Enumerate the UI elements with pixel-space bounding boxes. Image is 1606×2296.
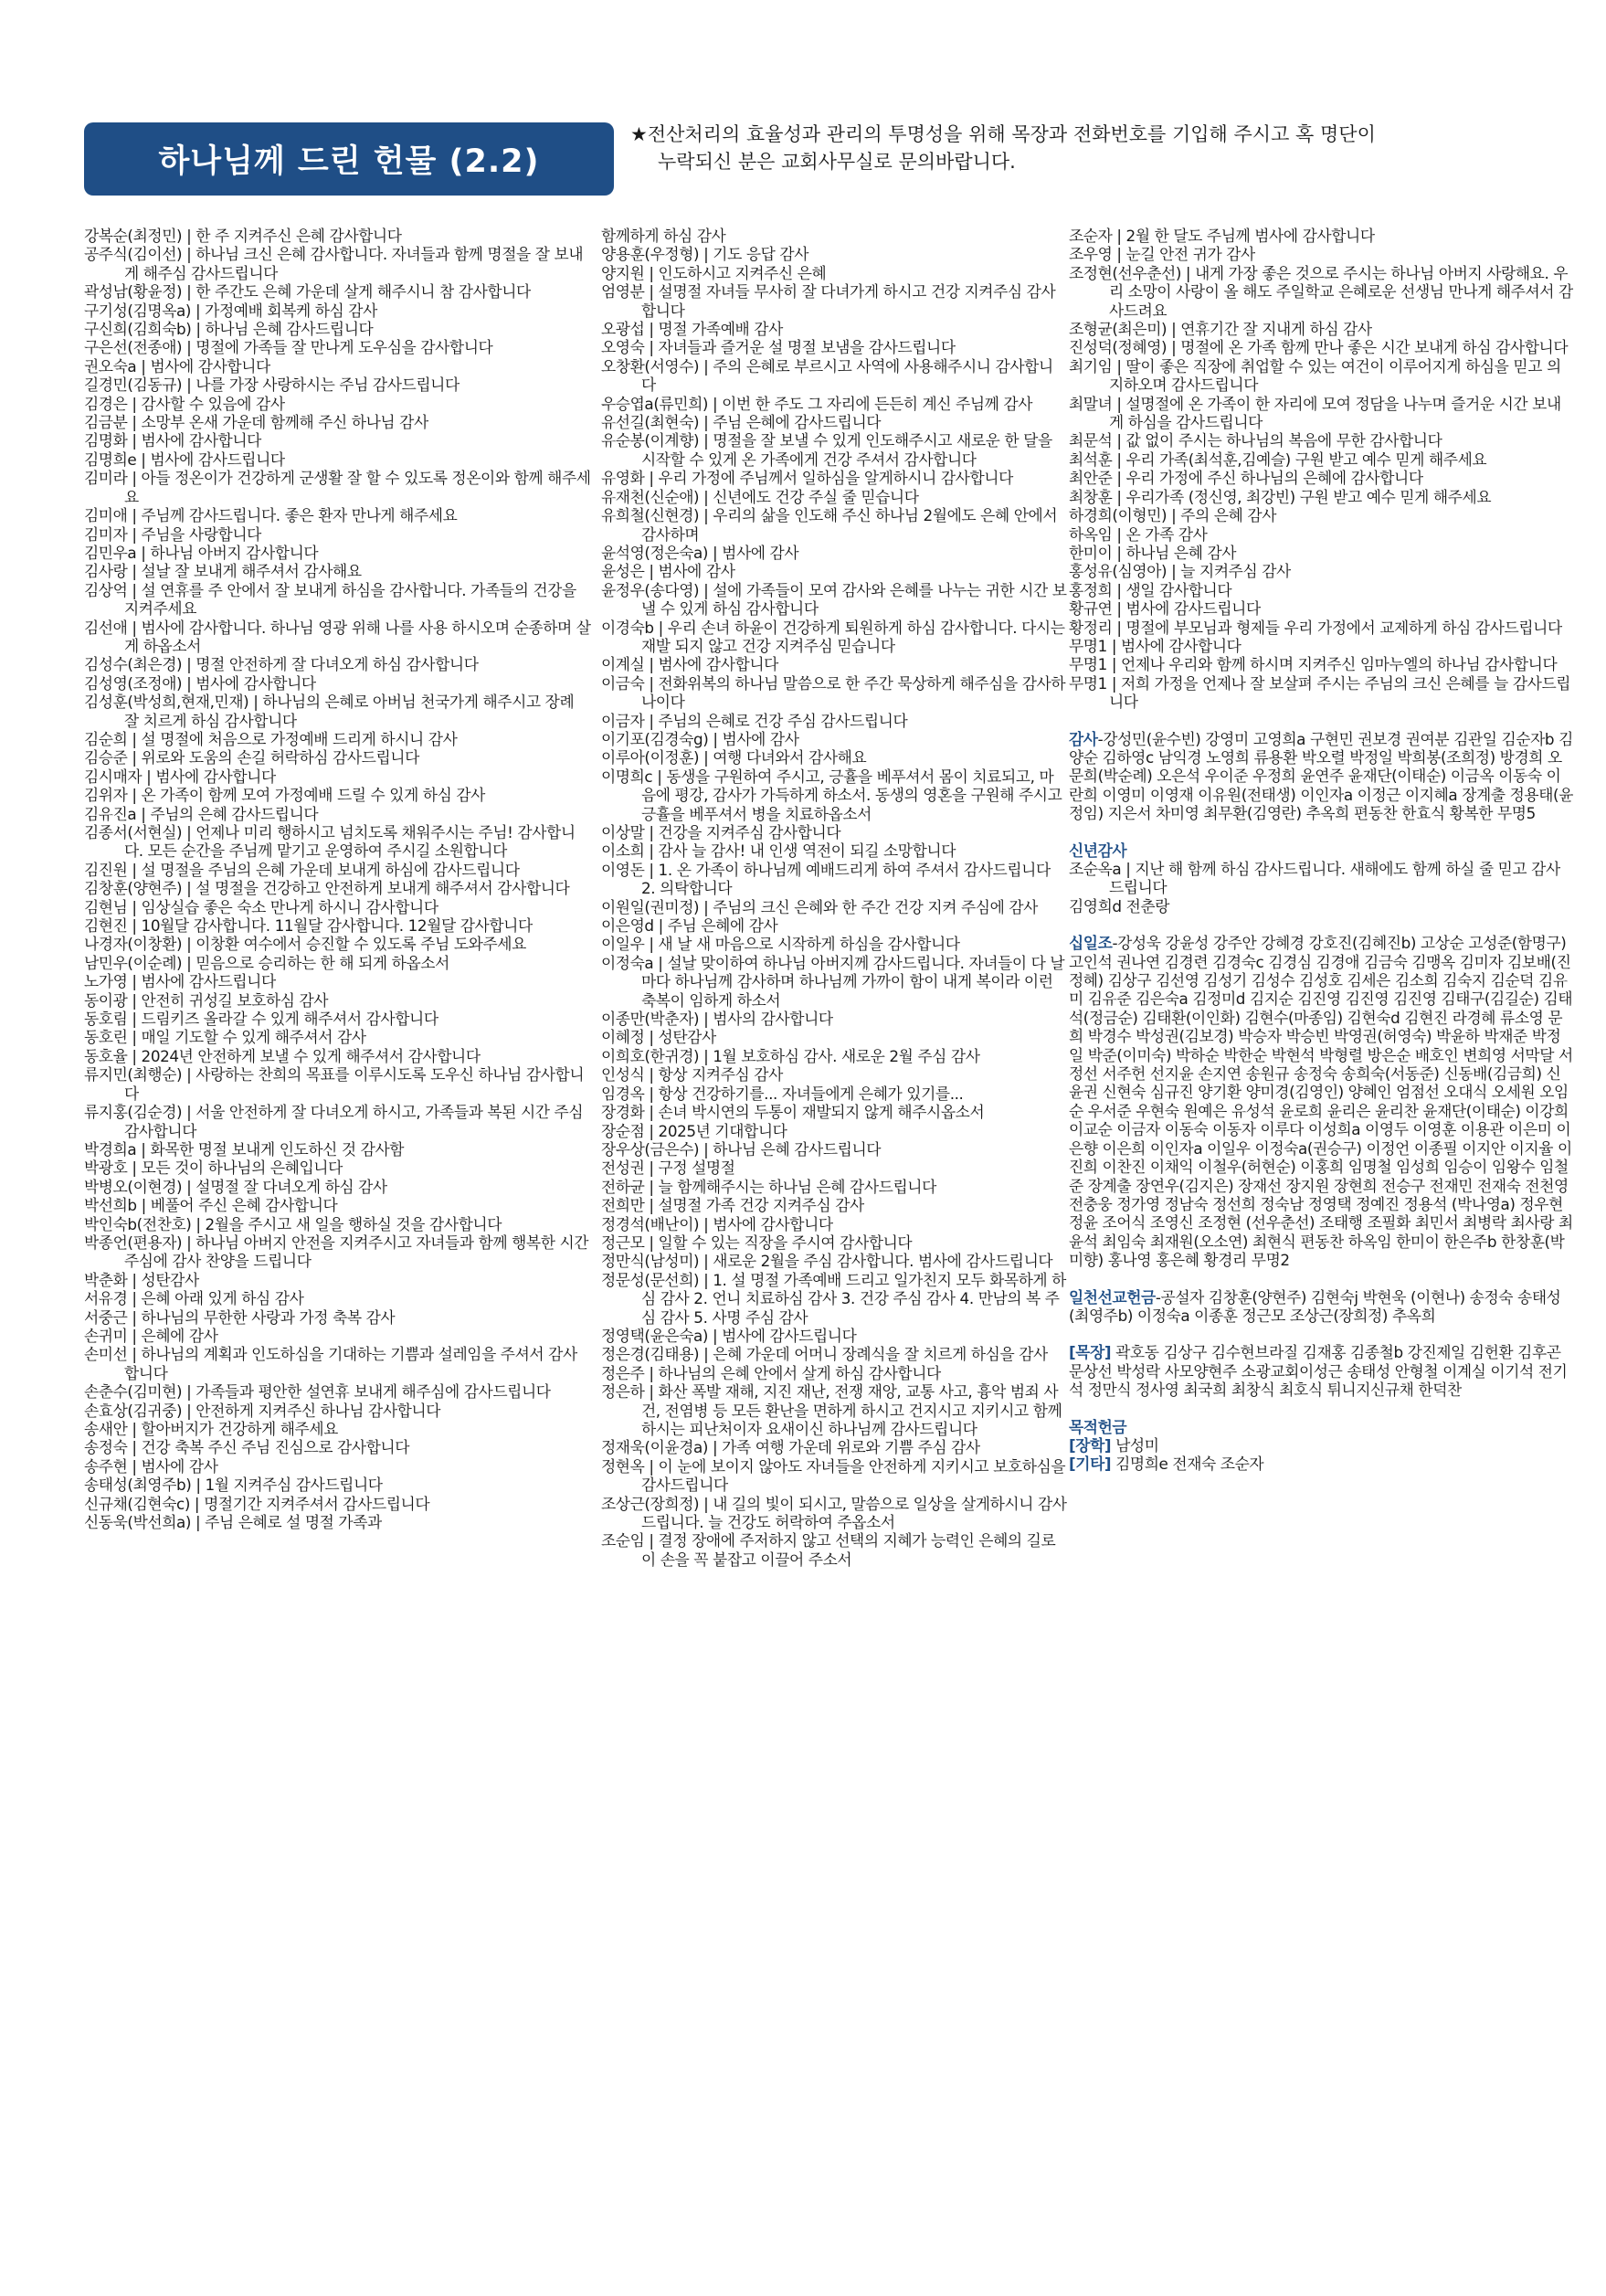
offering-entry: 최창훈 | 우리가족 (정신영, 최강빈) 구원 받고 예수 믿게 해주세요 — [1069, 487, 1492, 506]
offering-entry: 신동욱(박선희a) | 주님 은혜로 설 명절 가족과 — [84, 1513, 382, 1532]
scholarship-label: [장학] — [1069, 1435, 1112, 1455]
offering-entry: 하옥임 | 온 가족 감사 — [1069, 524, 1208, 544]
offering-entry: 양용훈(우정형) | 기도 응답 감사 — [601, 245, 809, 264]
offering-entry: 이상말 | 건강을 지켜주심 감사합니다 — [601, 823, 841, 841]
offering-entry: 남민우(이순례) | 믿음으로 승리하는 한 해 되게 하옵소서 — [84, 953, 449, 972]
offering-entry: 동호린 | 매일 기도할 수 있게 해주셔서 감사 — [84, 1028, 366, 1047]
offering-entry: 정문성(문선희) | 1. 설 명절 가족예배 드리고 일가친지 모두 화목하게 하심 감사 2. 언니 치료하심 감사 3. 건강 주심 감사 4. 만남의 복 주심 감사 5. 사명 주심 감사 — [601, 1270, 1066, 1327]
offering-entry: 윤석영(정은숙a) | 범사에 감사 — [601, 543, 799, 562]
offering-entry: 조우영 | 눈길 안전 귀가 감사 — [1069, 245, 1255, 264]
tithe-label: 십일조 — [1069, 934, 1113, 953]
offering-entry: 유선길(최현숙) | 주님 은혜에 감사드립니다 — [601, 413, 882, 432]
offering-entry: 김성훈(박성희,현재,민재) | 하나님의 은혜로 아버님 천국가게 해주시고 장례 잘 치르게 하심 감사합니다 — [84, 693, 575, 730]
offering-entry: 송정숙 | 건강 축복 주신 주님 진심으로 감사합니다 — [84, 1438, 410, 1457]
offering-entry: 정재욱(이윤경a) | 가족 여행 가운데 위로와 기쁨 주심 감사 — [601, 1438, 980, 1457]
offering-entry: 노가영 | 범사에 감사드립니다 — [84, 972, 276, 991]
offering-entry: 서유경 | 은혜 아래 있게 하심 감사 — [84, 1289, 304, 1308]
other-label: [기타] — [1069, 1455, 1112, 1474]
offering-entry: 임경옥 | 항상 건강하기를... 자녀들에게 은혜가 있기를... — [601, 1084, 964, 1103]
offering-entry: 김성수(최은경) | 명절 안전하게 잘 다녀오게 하심 감사합니다 — [84, 655, 479, 674]
offering-entry: 손귀미 | 은혜에 감사 — [84, 1326, 218, 1345]
offering-entry: 동호림 | 드림키즈 올라갈 수 있게 해주셔서 감사합니다 — [84, 1010, 438, 1029]
offering-entry: 박선희b | 베풀어 주신 은혜 감사합니다 — [84, 1196, 338, 1215]
notice — [630, 121, 1562, 175]
offering-entry: 황규연 | 범사에 감사드립니다 — [1069, 599, 1261, 619]
offering-entry: 구신희(김희숙b) | 하나님 은혜 감사드립니다 — [84, 320, 374, 339]
offering-entry: 이영돈 | 1. 온 가족이 하나님께 예배드리게 하여 주셔서 감사드립니다 2. 의탁합니다 — [601, 860, 1051, 898]
missions-section — [1069, 1288, 1573, 1326]
offering-entry: 김명희e | 범사에 감사드립니다 — [84, 450, 285, 469]
offering-entry: 최안준 | 우리 가정에 주신 하나님의 은혜에 감사합니다 — [1069, 469, 1423, 488]
offering-entry: 윤정우(송다영) | 설에 가족들이 모여 감사와 은혜를 나누는 귀한 시간 보낼 수 있게 하심 감사합니다 — [601, 580, 1067, 619]
offering-entry: 구은선(전종애) | 명절에 가족들 잘 만나게 도우심을 감사합니다 — [84, 338, 493, 357]
scholarship-names: 남성미 — [1115, 1435, 1159, 1455]
offering-entry: 이은영d | 주님 은혜에 감사 — [601, 916, 778, 936]
offering-entry: 이금자 | 주님의 은혜로 건강 주심 감사드립니다 — [601, 711, 908, 730]
newyear-section — [1069, 841, 1573, 916]
offering-entry: 전하균 | 늘 함께해주시는 하나님 은혜 감사드립니다 — [601, 1177, 936, 1196]
offering-entry: 김종서(서현실) | 언제나 미리 행하시고 넘치도록 채워주시는 주님! 감사합니다. 모든 순간을 주님께 맡기고 운영하여 주시길 소원합니다 — [84, 823, 576, 861]
offering-entry: 손미선 | 하나님의 계획과 인도하심을 기대하는 기쁨과 설레임을 주셔서 감사합니다 — [84, 1345, 577, 1382]
offering-entry: 하경희(이형민) | 주의 은혜 감사 — [1069, 506, 1277, 525]
offering-entry: 김경은 | 감사할 수 있음에 감사 — [84, 394, 285, 413]
notice-line-2: 누락되신 분은 교회사무실로 문의바랍니다. — [658, 151, 1016, 173]
offering-entry: 김승준 | 위로와 도움의 손길 허락하심 감사드립니다 — [84, 748, 419, 767]
offering-entry: 인성식 | 항상 지켜주심 감사 — [601, 1065, 783, 1085]
offering-entry: 이루아(이정훈) | 여행 다녀와서 감사해요 — [601, 748, 867, 767]
offering-entry: 이정숙a | 설날 맞이하여 하나님 아버지께 감사드립니다. 자녀들이 다 날마다 하나님께 감사하며 하나님께 가까이 함이 내게 복이라 이런 축복이 임하게 하소서 — [601, 953, 1065, 1010]
gamsa-section — [1069, 730, 1573, 823]
offering-entry: 최석훈 | 우리 가족(최석훈,김예슬) 구원 받고 예수 믿게 해주세요 — [1069, 450, 1487, 469]
offering-entry: 조순자 | 2월 한 달도 주님께 범사에 감사합니다 — [1069, 227, 1375, 245]
offering-entry: 이명희c | 동생을 구원하여 주시고, 긍휼을 베푸셔서 몸이 치료되고, 마음에 평강, 감사가 가득하게 하소서. 동생의 영혼을 구원해 주시고 긍휼을 베푸셔서 병을 치료하옵소서 — [601, 767, 1062, 823]
mokjang-names: 곽호동 김상구 김수현브라질 김재홍 김종철b 강진제일 김헌환 김후곤 문상선 박성락 사모양현주 소광교회이성근 송태성 안형철 이계실 이기석 전기석 정만식 정사영 최국희 최창식 최호식 튀니지신규채 한덕찬 — [1069, 1343, 1568, 1400]
offering-entry: 김진원 | 설 명절을 주님의 은혜 가운데 보내게 하심에 감사드립니다 — [84, 860, 520, 879]
offering-entry: 곽성남(황윤정) | 한 주간도 은혜 가운데 살게 해주시니 참 감사합니다 — [84, 282, 531, 302]
offering-column-2 — [601, 227, 1067, 1569]
offering-entry: 공주식(김이선) | 하나님 크신 은혜 감사합니다. 자녀들과 함께 명절을 잘 보내게 해주심 감사드립니다 — [84, 245, 584, 282]
offering-entry: 박경희a | 화목한 명절 보내게 인도하신 것 감사함 — [84, 1139, 405, 1159]
mokjang-section — [1069, 1343, 1573, 1399]
newyear-entry: 조순옥a | 지난 해 함께 하심 감사드립니다. 새해에도 함께 하실 줄 믿고 감사드립니다 — [1069, 860, 1560, 897]
offering-entry: 무명1 | 저희 가정을 언제나 잘 보살펴 주시는 주님의 크신 은혜를 늘 감사드립니다 — [1069, 673, 1571, 712]
offering-entry: 김사랑 | 설날 잘 보내게 해주셔서 감사해요 — [84, 562, 362, 581]
offering-entry: 정은경(김태용) | 은혜 가운데 어머니 장례식을 잘 치르게 하심을 감사 — [601, 1345, 1048, 1364]
offering-entry: 오광섭 | 명절 가족예배 감사 — [601, 320, 783, 339]
offering-entry: 김시매자 | 범사에 감사합니다 — [84, 767, 276, 786]
offering-entry: 박춘화 | 성탄감사 — [84, 1270, 199, 1289]
missions-label: 일천선교헌금 — [1069, 1287, 1156, 1307]
offering-entry: 류지민(최행순) | 사랑하는 찬희의 목표를 이루시도록 도우신 하나님 감사합니다 — [84, 1065, 585, 1103]
designated-section — [1069, 1418, 1573, 1474]
offering-entry: 최말녀 | 설명절에 온 가족이 한 자리에 모여 정담을 나누며 즐거운 시간 보내게 하심을 감사드립니다 — [1069, 394, 1561, 432]
offering-entry: 김선애 | 범사에 감사합니다. 하나님 영광 위해 나를 사용 하시오며 순종하며 살게 하옵소서 — [84, 618, 591, 655]
offering-entry: 한미이 | 하나님 은혜 감사 — [1069, 543, 1237, 562]
offering-entry: 박광호 | 모든 것이 하나님의 은혜입니다 — [84, 1159, 343, 1178]
other-line — [1069, 1455, 1573, 1473]
offering-entry: 이일우 | 새 날 새 마음으로 시작하게 하심을 감사합니다 — [601, 935, 960, 954]
offering-entry: 정현옥 | 이 눈에 보이지 않아도 자녀들을 안전하게 지키시고 보호하심을 감사드립니다 — [601, 1456, 1066, 1495]
offering-entry: 김미애 | 주님께 감사드립니다. 좋은 환자 만나게 해주세요 — [84, 506, 458, 525]
offering-entry: 조형균(최은미) | 연휴기간 잘 지내게 하심 감사 — [1069, 320, 1372, 339]
offering-entry: 송새안 | 할아버지가 건강하게 해주세요 — [84, 1420, 338, 1438]
offering-entry: 오영숙 | 자녀들과 즐거운 설 명절 보냄을 감사드립니다 — [601, 338, 956, 357]
offering-entry: 정은하 | 화산 폭발 재해, 지진 재난, 전쟁 재앙, 교통 사고, 흉악 범죄 사건, 전염병 등 모든 환난을 면하게 하시고 건지시고 지키시고 함께 하시는 피난처이자 요새이신 하나님께 감사드립니다 — [601, 1382, 1062, 1438]
offering-entry: 이계실 | 범사에 감사합니다 — [601, 655, 778, 674]
offering-entry: 함께하게 하심 감사 — [601, 227, 726, 245]
offering-entry: 송태성(최영주b) | 1월 지켜주심 감사드립니다 — [84, 1476, 383, 1495]
offering-entry: 이금숙 | 전화위복의 하나님 말씀으로 한 주간 묵상하게 해주심을 감사하나이다 — [601, 673, 1066, 712]
offering-entry: 김위자 | 온 가족이 함께 모여 가정예배 드릴 수 있게 하심 감사 — [84, 786, 485, 805]
tithe-names: -강성욱 강윤성 강주안 강혜경 강호진(김혜진b) 고상순 고성준(함명구) 고인석 권나연 김경련 김경숙c 김경심 김경애 김금숙 김맹옥 김미자 김보배(진정혜) 김상구 김선영 김성기 김성수 김성호 김세은 김소희 김숙지 김순덕 김유미 김유준 김은숙a 김정미d 김지순 김진영 김진영 김진영 김태구(김길순) 김태석(정금순) 김태환(이인화) 김현수(마종임) 김현숙d 김현진 라경혜 류소영 문희 박경수 박성권(김보경) 박승자 박승빈 박영권(허영숙) 박윤하 박재준 박정일 박준(이미숙) 박하순 박한순 박현석 박형렬 방은순 배호인 변희영 서막달 서정선 서주헌 선지윤 손지연 송원규 송정숙 송희숙(서동준) 신동배(김금희) 신윤권 신현숙 심규진 양기환 양미경(김영인) 양혜인 엄점선 오대식 오세원 오임순 우서준 우현숙 원예은 유성석 윤로희 윤리은 윤리찬 윤재단(이태순) 이강희 이교순 이금자 이동숙 이동자 이루다 이성희a 이영두 이영훈 이용관 이은미 이은향 이은희 이인자a 이일우 이정숙a(권승구) 이정언 이종필 이지안 이지율 이진희 이찬진 이채익 이철우(허현순) 이홍희 임명철 임성희 임승이 임왕수 임철준 장계출 장연우(김지은) 장재선 장지원 장현희 전승구 전재민 전재숙 전천영 전충웅 정가영 정남숙 정선희 정숙남 정영택 정예진 정용석 (박나영a) 정우현 정윤 조어식 조영신 조정현 (선우춘선) 조태행 조필화 최민서 최병락 최사랑 최윤석 최임숙 최재원(오소연) 최현식 편동찬 하옥임 한미이 한은주b 한창훈(박미향) 홍나영 홍은혜 황경리 무명2 — [1069, 934, 1573, 1270]
offering-entry: 황정리 | 명절에 부모님과 형제들 우리 가정에서 교제하게 하심 감사드립니다 — [1069, 618, 1562, 637]
offering-entry: 강복순(최정민) | 한 주 지켜주신 은혜 감사합니다 — [84, 227, 402, 245]
missions-names: -공설자 김창훈(양현주) 김현숙j 박현욱 (이현나) 송정숙 송태성(최영주b) 이정숙a 이종훈 정근모 조상근(장희정) 추옥희 — [1069, 1287, 1561, 1325]
scholarship-line — [1069, 1436, 1573, 1455]
offering-entry: 박병오(이현경) | 설명절 잘 다녀오게 하심 감사 — [84, 1177, 387, 1196]
offering-entry: 조순임 | 결정 장애에 주저하지 않고 선택의 지혜가 능력인 은혜의 길로 이 손을 꼭 붙잡고 이끌어 주소서 — [601, 1531, 1056, 1569]
offering-entry: 김유진a | 주님의 은혜 감사드립니다 — [84, 804, 319, 823]
offering-entry: 이기포(김경숙g) | 범사에 감사 — [601, 729, 799, 748]
offering-entry: 정만식(남성미) | 새로운 2월을 주심 감사합니다. 범사에 감사드립니다 — [601, 1252, 1053, 1271]
offering-entry: 이원일(권미정) | 주님의 크신 은혜와 한 주간 건강 지켜 주심에 감사 — [601, 897, 1038, 916]
offering-entry: 동호율 | 2024년 안전하게 보낼 수 있게 해주셔서 감사합니다 — [84, 1046, 481, 1065]
offering-entry: 무명1 | 범사에 감사합니다 — [1069, 636, 1241, 655]
offering-entry: 김민우a | 하나님 아버지 감사합니다 — [84, 543, 319, 562]
offering-entry: 홍정희 | 생일 감사합니다 — [1069, 580, 1232, 599]
offering-entry: 김현님 | 임상실습 좋은 숙소 만나게 하시니 감사합니다 — [84, 897, 438, 916]
offering-entry: 전성권 | 구정 설명절 — [601, 1159, 735, 1178]
offering-entry: 류지홍(김순경) | 서울 안전하게 잘 다녀오게 하시고, 가족들과 복된 시간 주심 감사합니다 — [84, 1103, 584, 1140]
offering-entry: 양지원 | 인도하시고 지켜주신 은혜 — [601, 263, 827, 282]
offering-entry: 김순희 | 설 명절에 처음으로 가정예배 드리게 하시니 감사 — [84, 729, 458, 748]
designated-title: 목적헌금 — [1069, 1417, 1127, 1436]
offering-entry: 정영택(윤은숙a) | 범사에 감사드립니다 — [601, 1326, 857, 1345]
offering-entry: 정은주 | 하나님의 은혜 안에서 살게 하심 감사합니다 — [601, 1363, 941, 1382]
notice-line-1: ★전산처리의 효율성과 관리의 투명성을 위해 목장과 전화번호를 기입해 주시고 혹 명단이 — [630, 123, 1376, 145]
other-names: 김명희e 전재숙 조순자 — [1115, 1455, 1264, 1474]
page-title: 하나님께 드린 헌물 (2.2) — [84, 122, 614, 196]
offering-entry: 손효상(김귀중) | 안전하게 지켜주신 하나님 감사합니다 — [84, 1401, 441, 1420]
offering-entry: 정근모 | 일할 수 있는 직장을 주시여 감사합니다 — [601, 1233, 913, 1252]
offering-entry: 이종만(박춘자) | 범사의 감사합니다 — [601, 1010, 833, 1029]
offering-entry: 진성덕(정혜영) | 명절에 온 가족 함께 만나 좋은 시간 보내게 하심 감사합니다 — [1069, 338, 1569, 357]
offering-entry: 이소희 | 감사 늘 감사! 내 인생 역전이 되길 소망합니다 — [601, 841, 956, 861]
offering-entry: 장우상(금은수) | 하나님 은혜 감사드립니다 — [601, 1139, 882, 1159]
offering-entry: 유희철(신현경) | 우리의 삶을 인도해 주신 하나님 2월에도 은혜 안에서 감사하며 — [601, 506, 1058, 544]
offering-entry: 전희만 | 설명절 가족 건강 지켜주심 감사 — [601, 1196, 864, 1215]
gamsa-label: 감사 — [1069, 729, 1098, 748]
offering-entry: 이경숙b | 우리 손녀 하윤이 건강하게 퇴원하게 하심 감사합니다. 다시는 재발 되지 않고 건강 지켜주심 믿습니다 — [601, 618, 1065, 655]
offering-entry: 최기임 | 딸이 좋은 직장에 취업할 수 있는 여건이 이루어지게 하심을 믿고 의지하오며 감사드립니다 — [1069, 356, 1561, 395]
offering-entry: 김미자 | 주님을 사랑합니다 — [84, 524, 261, 544]
offering-entry: 유재천(신순애) | 신년에도 건강 주실 줄 믿습니다 — [601, 487, 919, 506]
offering-entry: 정경석(배난이) | 범사에 감사합니다 — [601, 1214, 833, 1233]
offering-entry: 조상근(장희정) | 내 길의 빛이 되시고, 말씀으로 일상을 살게하시니 감사드립니다. 늘 건강도 허락하여 주옵소서 — [601, 1494, 1067, 1532]
offering-entry: 장순점 | 2025년 기대합니다 — [601, 1121, 787, 1140]
offering-entry: 이혜정 | 성탄감사 — [601, 1028, 716, 1047]
offering-entry: 홍성유(심영아) | 늘 지켜주심 감사 — [1069, 562, 1291, 581]
offering-entry: 무명1 | 언제나 우리와 함께 하시며 지켜주신 임마누엘의 하나님 감사합니다 — [1069, 655, 1558, 674]
newyear-title: 신년감사 — [1069, 841, 1127, 860]
offering-entry: 엄영분 | 설명절 자녀들 무사히 잘 다녀가게 하시고 건강 지켜주심 감사합니다 — [601, 282, 1056, 320]
offering-column-1 — [84, 227, 591, 1531]
mokjang-label: [목장] — [1069, 1343, 1112, 1362]
offering-column-3 — [1069, 227, 1573, 1474]
offering-entry: 박인숙b(전찬호) | 2월을 주시고 새 일을 행하실 것을 감사합니다 — [84, 1214, 502, 1233]
offering-entry: 장경화 | 손녀 박시연의 두통이 재발되지 않게 해주시옵소서 — [601, 1103, 985, 1122]
offering-entry: 송주현 | 범사에 감사 — [84, 1456, 218, 1476]
gamsa-names: -강성민(윤수빈) 강영미 고영희a 구현민 권보경 권여분 김관일 김순자b 김양순 김하영c 남익경 노영희 류용환 박오렬 박정일 박희봉(조희정) 방경희 오문희(박순례) 오은석 우이준 우정희 윤연주 윤재단(이태순) 이금옥 이동숙 이란희 이영미 이영재 이유원(전태생) 이인자a 이정근 이지혜a 장계출 정용태(윤정임) 지은서 차미영 최무환(김영란) 추옥희 편동찬 한효식 황복한 무명5 — [1069, 729, 1574, 823]
offering-entry: 김금분 | 소망부 온새 가운데 함께해 주신 하나님 감사 — [84, 413, 428, 432]
offering-entry: 김미라 | 아들 정온이가 건강하게 군생활 잘 할 수 있도록 정온이와 함께 해주세요 — [84, 469, 591, 506]
offering-entry: 유순봉(이계향) | 명절을 잘 보낼 수 있게 인도해주시고 새로운 한 달을 시작할 수 있게 온 가족에게 건강 주셔서 감사합니다 — [601, 431, 1052, 469]
offering-entry: 구기성(김명옥a) | 가정예배 회복케 하심 감사 — [84, 301, 377, 320]
offering-entry: 나경자(이창환) | 이창환 여수에서 승진할 수 있도록 주님 도와주세요 — [84, 935, 526, 954]
offering-entry: 김현진 | 10월달 감사합니다. 11월달 감사합니다. 12월달 감사합니다 — [84, 916, 533, 936]
offering-entry: 김명화 | 범사에 감사합니다 — [84, 431, 261, 450]
offering-entry: 최문석 | 값 없이 주시는 하나님의 복음에 무한 감사합니다 — [1069, 431, 1442, 450]
offering-entry: 권오숙a | 범사에 감사합니다 — [84, 356, 270, 376]
offering-entry: 오창환(서영수) | 주의 은혜로 부르시고 사역에 사용해주시니 감사합니다 — [601, 356, 1053, 395]
offering-entry: 김성영(조정애) | 범사에 감사합니다 — [84, 673, 316, 693]
offering-entry: 길경민(김동규) | 나를 가장 사랑하시는 주님 감사드립니다 — [84, 376, 460, 395]
offering-entry: 윤성은 | 범사에 감사 — [601, 562, 735, 581]
offering-entry: 이희호(한귀경) | 1월 보호하심 감사. 새로운 2월 주심 감사 — [601, 1046, 980, 1065]
offering-entry: 신규채(김현숙c) | 명절기간 지켜주셔서 감사드립니다 — [84, 1494, 430, 1513]
offering-entry: 유영화 | 우리 가정에 주님께서 일하심을 알게하시니 감사합니다 — [601, 469, 1013, 488]
offering-entry: 동이광 | 안전히 귀성길 보호하심 감사 — [84, 990, 329, 1010]
offering-entry: 박종언(편용자) | 하나님 아버지 안전을 지켜주시고 자녀들과 함께 행복한 시간 주심에 감사 찬양을 드립니다 — [84, 1233, 589, 1271]
offering-entry: 우승엽a(류민희) | 이번 한 주도 그 자리에 든든히 계신 주님께 감사 — [601, 394, 1033, 413]
offering-entry: 김상억 | 설 연휴를 주 안에서 잘 보내게 하심을 감사합니다. 가족들의 건강을 지켜주세요 — [84, 580, 576, 619]
tithe-section — [1069, 934, 1573, 1269]
offering-entry: 조정현(선우춘선) | 내게 가장 좋은 것으로 주시는 하나님 아버지 사랑해요. 우리 소망이 사랑이 올 해도 주일학교 은혜로운 선생님 만나게 해주셔서 감사드려요 — [1069, 263, 1573, 320]
offering-entry: 손춘수(김미현) | 가족들과 평안한 설연휴 보내게 해주심에 감사드립니다 — [84, 1382, 551, 1402]
newyear-names: 김영희d 전춘랑 — [1069, 896, 1170, 915]
offering-entry: 서중근 | 하나님의 무한한 사랑과 가정 축복 감사 — [84, 1307, 396, 1327]
offering-entry: 김창훈(양현주) | 설 명절을 건강하고 안전하게 보내게 해주셔서 감사합니다 — [84, 879, 570, 898]
